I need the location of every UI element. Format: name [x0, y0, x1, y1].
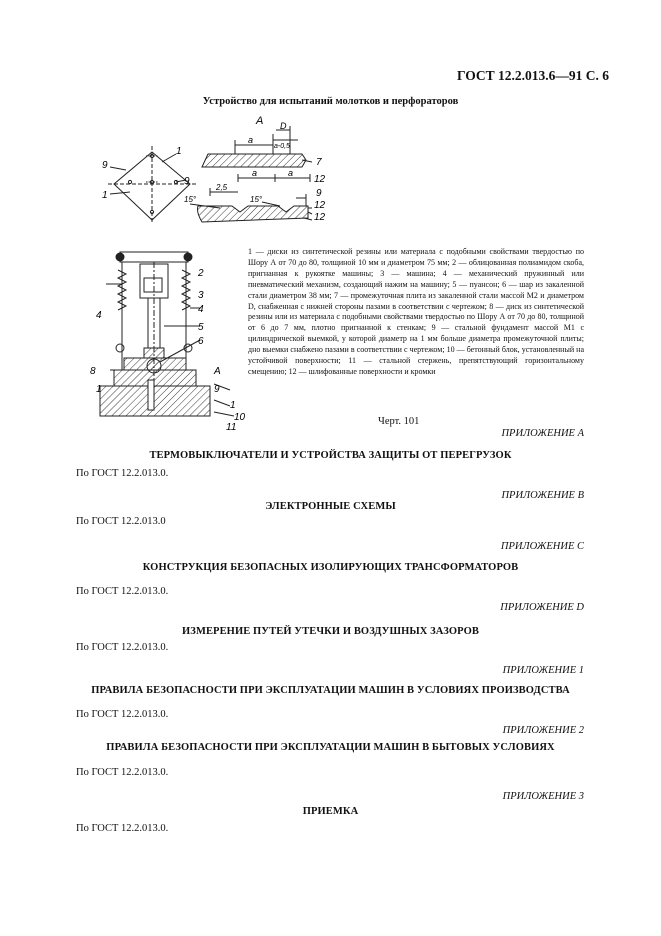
label-6: 6: [198, 336, 204, 347]
detail-a-plate: [202, 126, 312, 167]
appendix-b-title: ЭЛЕКТРОННЫЕ СХЕМЫ: [265, 501, 396, 512]
label-1-top: 1: [176, 146, 182, 157]
dim-a-mid: a: [252, 168, 258, 178]
diamond-plan-view: [108, 146, 196, 224]
label-9-right: 9: [184, 176, 190, 187]
document-header-id: ГОСТ 12.2.013.6—91 С. 6: [456, 68, 609, 83]
appendix-b-label: ПРИЛОЖЕНИЕ B: [501, 490, 584, 501]
figure-caption: 1 — диски из синтетической резины или материала с подобными свойствами твердостью по Шору А от 70 до 80, толщиной 10 мм и диаметром 75 мм; 2 — облицованная полиамидом скоба, пригнанная к рукоятке машины; 3 — машина; 4 — механический пружинный или пневматический механизм, создающий нажим на машину; 5 — пуансон; 6 — шар из закаленной стали диаметром 38 мм; 7 — промежуточная плита из закаленной стали массой M2 и диаметром D, снабженная с нижней стороны пазами в соответствии с чертежом; 8 — диск из синтетической резины или из материала с подобными свойствами твердостью по Шору А от 70 до 80, толщиной от 6 до 7 мм, плотно пригнанной к стенкам; 9 — стальной фундамент массой M1 с цилиндрической выемкой, у которой диаметр на 1 мм больше диаметра промежуточной плиты; дно выемки снабжено пазами в соответствии с чертежом; 10 — бетонный блок, установленный на устойчивой поверхности; 11 — стальной стержень, препятствующий горизонтальному смещению; 12 — шлифованные поверхности и кромки: [248, 247, 584, 376]
label-5: 5: [198, 322, 204, 333]
appendix-a-title: ТЕРМОВЫКЛЮЧАТЕЛИ И УСТРОЙСТВА ЗАЩИТЫ ОТ ПЕРЕГРУЗОК: [149, 450, 512, 461]
figure-title: Устройство для испытаний молотков и перфораторов: [202, 96, 459, 107]
angle-15-left: 15°: [184, 195, 197, 204]
label-9-detail: 9: [316, 188, 322, 199]
appendix-c-title: КОНСТРУКЦИЯ БЕЗОПАСНЫХ ИЗОЛИРУЮЩИХ ТРАНСФОРМАТОРОВ: [142, 562, 519, 573]
appendix-3-title: ПРИЕМКА: [302, 806, 359, 817]
label-2: 2: [198, 268, 204, 279]
appendix-c-label: ПРИЛОЖЕНИЕ C: [500, 541, 584, 552]
appendix-d-title: ИЗМЕРЕНИЕ ПУТЕЙ УТЕЧКИ И ВОЗДУШНЫХ ЗАЗОРОВ: [182, 626, 479, 637]
dim-a-05: a-0,5: [274, 143, 290, 150]
appendix-3-label: ПРИЛОЖЕНИЕ 3: [502, 791, 584, 802]
label-12-c: 12: [314, 212, 326, 223]
appendix-2-ref: По ГОСТ 12.2.013.0.: [76, 767, 169, 778]
label-8: 8: [90, 366, 96, 377]
label-9-main: 9: [214, 384, 220, 395]
dim-2-5: 2,5: [216, 183, 228, 192]
appendix-1-ref: По ГОСТ 12.2.013.0.: [76, 709, 169, 720]
label-7-detail: 7: [316, 157, 322, 168]
dim-a-top: a: [248, 135, 254, 145]
label-a-main: A: [214, 366, 221, 377]
figure-number: Черт. 101: [378, 416, 420, 427]
label-1-left: 1: [102, 190, 108, 201]
angle-15-right: 15°: [250, 195, 263, 204]
label-3: 3: [198, 290, 204, 301]
appendix-d-label: ПРИЛОЖЕНИЕ D: [500, 602, 584, 613]
appendix-3-ref: По ГОСТ 12.2.013.0.: [76, 823, 169, 834]
appendix-2-label: ПРИЛОЖЕНИЕ 2: [502, 725, 584, 736]
label-12-b: 12: [314, 200, 326, 211]
appendix-1-title: ПРАВИЛА БЕЗОПАСНОСТИ ПРИ ЭКСПЛУАТАЦИИ МАШИН В УСЛОВИЯХ ПРОИЗВОДСТВА: [91, 685, 570, 696]
view-a-label: А: [256, 115, 264, 127]
appendix-a-label: ПРИЛОЖЕНИЕ A: [501, 428, 584, 439]
appendix-c-ref: По ГОСТ 12.2.013.0.: [76, 586, 169, 597]
label-4-left: 4: [96, 310, 102, 321]
appendix-1-label: ПРИЛОЖЕНИЕ 1: [502, 665, 584, 676]
appendix-b-ref: По ГОСТ 12.2.013.0: [76, 516, 166, 527]
appendix-a-ref: По ГОСТ 12.2.013.0.: [76, 468, 169, 479]
label-11: 11: [226, 422, 237, 432]
label-9-top: 9: [102, 160, 108, 171]
label-1-main: 1: [96, 384, 102, 395]
label-1-bottom: 1: [230, 400, 236, 411]
appendix-d-ref: По ГОСТ 12.2.013.0.: [76, 642, 169, 653]
dim-d: D: [280, 121, 287, 131]
dim-a-right: a: [288, 168, 294, 178]
appendix-2-title: ПРАВИЛА БЕЗОПАСНОСТИ ПРИ ЭКСПЛУАТАЦИИ МАШИН В БЫТОВЫХ УСЛОВИЯХ: [106, 742, 555, 753]
label-12-a: 12: [314, 174, 326, 185]
label-10: 10: [234, 412, 246, 423]
label-4-right: 4: [198, 304, 204, 315]
